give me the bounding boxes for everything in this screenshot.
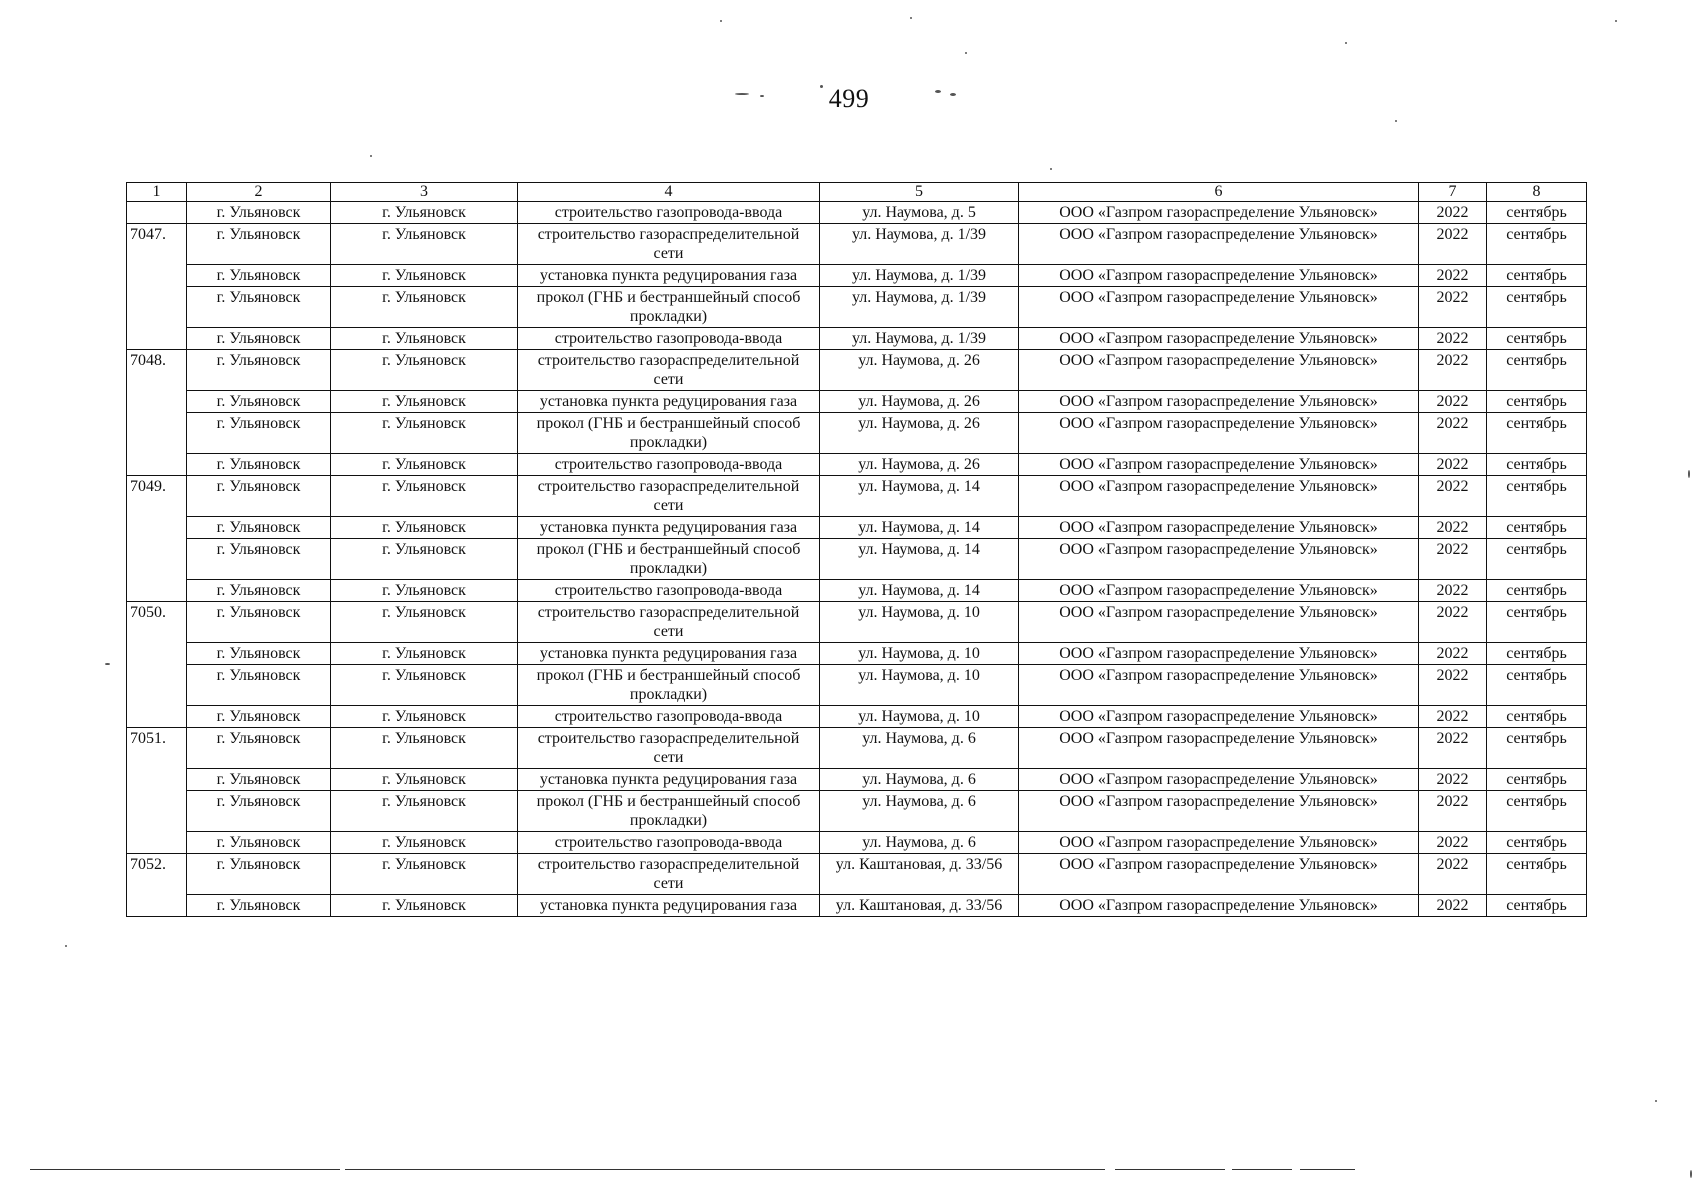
table-row [127, 328, 1587, 350]
city-cell: г. Ульяновск [187, 202, 331, 224]
district-cell: г. Ульяновск [331, 413, 518, 454]
organization-cell: ООО «Газпром газораспределение Ульяновск» [1019, 832, 1419, 854]
district-cell: г. Ульяновск [331, 728, 518, 769]
scan-speck [1688, 470, 1690, 478]
table-row [127, 476, 1587, 517]
item-number-cell [127, 517, 187, 539]
item-number-cell [127, 769, 187, 791]
scan-speck [760, 95, 764, 97]
month-cell: сентябрь [1487, 517, 1587, 539]
table-row [127, 706, 1587, 728]
table-row [127, 580, 1587, 602]
header-cell: 1 [127, 183, 187, 202]
work-type-cell: установка пункта редуцирования газа [518, 643, 820, 665]
district-cell: г. Ульяновск [331, 791, 518, 832]
scan-speck [950, 93, 956, 96]
item-number-cell [127, 265, 187, 287]
district-cell: г. Ульяновск [331, 539, 518, 580]
city-cell: г. Ульяновск [187, 854, 331, 895]
organization-cell: ООО «Газпром газораспределение Ульяновск» [1019, 580, 1419, 602]
organization-cell: ООО «Газпром газораспределение Ульяновск» [1019, 895, 1419, 917]
table-row [127, 287, 1587, 328]
address-cell: ул. Наумова, д. 1/39 [820, 328, 1019, 350]
table-row [127, 265, 1587, 287]
month-cell: сентябрь [1487, 895, 1587, 917]
table-row [127, 602, 1587, 643]
item-number-cell [127, 202, 187, 224]
item-number-cell [127, 706, 187, 728]
work-type-cell: строительство газораспределительной сети [518, 728, 820, 769]
year-cell: 2022 [1419, 265, 1487, 287]
month-cell: сентябрь [1487, 706, 1587, 728]
city-cell: г. Ульяновск [187, 791, 331, 832]
year-cell: 2022 [1419, 476, 1487, 517]
table-row [127, 350, 1587, 391]
table-row [127, 454, 1587, 476]
year-cell: 2022 [1419, 728, 1487, 769]
table-row [127, 728, 1587, 769]
work-type-cell: строительство газораспределительной сети [518, 854, 820, 895]
work-type-cell: установка пункта редуцирования газа [518, 265, 820, 287]
address-cell: ул. Наумова, д. 6 [820, 769, 1019, 791]
district-cell: г. Ульяновск [331, 580, 518, 602]
work-type-cell: строительство газопровода-ввода [518, 706, 820, 728]
city-cell: г. Ульяновск [187, 517, 331, 539]
district-cell: г. Ульяновск [331, 769, 518, 791]
item-number-cell [127, 580, 187, 602]
item-number-cell [127, 643, 187, 665]
year-cell: 2022 [1419, 539, 1487, 580]
city-cell: г. Ульяновск [187, 643, 331, 665]
work-type-cell: установка пункта редуцирования газа [518, 895, 820, 917]
district-cell: г. Ульяновск [331, 287, 518, 328]
year-cell: 2022 [1419, 769, 1487, 791]
organization-cell: ООО «Газпром газораспределение Ульяновск» [1019, 791, 1419, 832]
item-number-cell [127, 413, 187, 454]
organization-cell: ООО «Газпром газораспределение Ульяновск» [1019, 391, 1419, 413]
month-cell: сентябрь [1487, 643, 1587, 665]
organization-cell: ООО «Газпром газораспределение Ульяновск» [1019, 476, 1419, 517]
work-type-cell: прокол (ГНБ и бестраншейный способ прокладки) [518, 287, 820, 328]
scan-speck [105, 663, 110, 665]
city-cell: г. Ульяновск [187, 895, 331, 917]
address-cell: ул. Наумова, д. 26 [820, 454, 1019, 476]
scan-speck [1050, 168, 1052, 170]
organization-cell: ООО «Газпром газораспределение Ульяновск» [1019, 643, 1419, 665]
year-cell: 2022 [1419, 328, 1487, 350]
item-number-cell [127, 287, 187, 328]
item-number-cell [127, 665, 187, 706]
work-type-cell: строительство газораспределительной сети [518, 350, 820, 391]
work-type-cell: установка пункта редуцирования газа [518, 391, 820, 413]
scan-speck [910, 17, 912, 19]
city-cell: г. Ульяновск [187, 413, 331, 454]
scan-speck [65, 945, 67, 947]
work-type-cell: строительство газораспределительной сети [518, 602, 820, 643]
year-cell: 2022 [1419, 832, 1487, 854]
organization-cell: ООО «Газпром газораспределение Ульяновск» [1019, 854, 1419, 895]
address-cell: ул. Наумова, д. 26 [820, 413, 1019, 454]
item-number-cell [127, 454, 187, 476]
work-type-cell: строительство газопровода-ввода [518, 328, 820, 350]
district-cell: г. Ульяновск [331, 895, 518, 917]
city-cell: г. Ульяновск [187, 476, 331, 517]
organization-cell: ООО «Газпром газораспределение Ульяновск» [1019, 454, 1419, 476]
district-cell: г. Ульяновск [331, 454, 518, 476]
organization-cell: ООО «Газпром газораспределение Ульяновск» [1019, 665, 1419, 706]
city-cell: г. Ульяновск [187, 665, 331, 706]
address-cell: ул. Наумова, д. 14 [820, 517, 1019, 539]
organization-cell: ООО «Газпром газораспределение Ульяновск» [1019, 706, 1419, 728]
district-cell: г. Ульяновск [331, 350, 518, 391]
district-cell: г. Ульяновск [331, 202, 518, 224]
header-cell: 4 [518, 183, 820, 202]
district-cell: г. Ульяновск [331, 854, 518, 895]
header-cell: 2 [187, 183, 331, 202]
city-cell: г. Ульяновск [187, 769, 331, 791]
city-cell: г. Ульяновск [187, 580, 331, 602]
city-cell: г. Ульяновск [187, 265, 331, 287]
scan-speck [820, 85, 823, 88]
work-type-cell: строительство газораспределительной сети [518, 224, 820, 265]
city-cell: г. Ульяновск [187, 728, 331, 769]
scan-speck [1395, 120, 1397, 122]
address-cell: ул. Наумова, д. 5 [820, 202, 1019, 224]
item-number-cell: 7049. [127, 476, 187, 517]
table-body [127, 202, 1587, 917]
district-cell: г. Ульяновск [331, 328, 518, 350]
city-cell: г. Ульяновск [187, 350, 331, 391]
address-cell: ул. Каштановая, д. 33/56 [820, 895, 1019, 917]
organization-cell: ООО «Газпром газораспределение Ульяновск» [1019, 224, 1419, 265]
address-cell: ул. Наумова, д. 1/39 [820, 287, 1019, 328]
header-cell: 5 [820, 183, 1019, 202]
work-type-cell: установка пункта редуцирования газа [518, 769, 820, 791]
work-type-cell: строительство газопровода-ввода [518, 580, 820, 602]
city-cell: г. Ульяновск [187, 539, 331, 580]
item-number-cell [127, 791, 187, 832]
month-cell: сентябрь [1487, 350, 1587, 391]
year-cell: 2022 [1419, 706, 1487, 728]
work-type-cell: прокол (ГНБ и бестраншейный способ прокладки) [518, 413, 820, 454]
month-cell: сентябрь [1487, 791, 1587, 832]
work-type-cell: прокол (ГНБ и бестраншейный способ прокладки) [518, 791, 820, 832]
organization-cell: ООО «Газпром газораспределение Ульяновск» [1019, 265, 1419, 287]
scan-speck [1690, 1170, 1692, 1178]
address-cell: ул. Наумова, д. 6 [820, 791, 1019, 832]
table-row [127, 391, 1587, 413]
organization-cell: ООО «Газпром газораспределение Ульяновск» [1019, 517, 1419, 539]
year-cell: 2022 [1419, 454, 1487, 476]
month-cell: сентябрь [1487, 224, 1587, 265]
organization-cell: ООО «Газпром газораспределение Ульяновск» [1019, 413, 1419, 454]
month-cell: сентябрь [1487, 728, 1587, 769]
table-row [127, 413, 1587, 454]
address-cell: ул. Наумова, д. 10 [820, 665, 1019, 706]
address-cell: ул. Наумова, д. 14 [820, 580, 1019, 602]
item-number-cell: 7052. [127, 854, 187, 895]
year-cell: 2022 [1419, 287, 1487, 328]
city-cell: г. Ульяновск [187, 287, 331, 328]
address-cell: ул. Наумова, д. 6 [820, 832, 1019, 854]
year-cell: 2022 [1419, 413, 1487, 454]
item-number-cell: 7047. [127, 224, 187, 265]
scan-speck [1655, 1100, 1657, 1102]
scan-speck [370, 155, 372, 157]
scan-speck [720, 20, 722, 22]
work-schedule-table [126, 182, 1587, 917]
item-number-cell [127, 391, 187, 413]
work-type-cell: строительство газораспределительной сети [518, 476, 820, 517]
address-cell: ул. Наумова, д. 6 [820, 728, 1019, 769]
address-cell: ул. Наумова, д. 10 [820, 602, 1019, 643]
district-cell: г. Ульяновск [331, 832, 518, 854]
item-number-cell [127, 539, 187, 580]
item-number-cell: 7048. [127, 350, 187, 391]
year-cell: 2022 [1419, 517, 1487, 539]
organization-cell: ООО «Газпром газораспределение Ульяновск» [1019, 769, 1419, 791]
work-type-cell: строительство газопровода-ввода [518, 202, 820, 224]
header-cell: 8 [1487, 183, 1587, 202]
district-cell: г. Ульяновск [331, 643, 518, 665]
table-row [127, 769, 1587, 791]
city-cell: г. Ульяновск [187, 602, 331, 643]
year-cell: 2022 [1419, 895, 1487, 917]
scan-speck [935, 90, 941, 93]
month-cell: сентябрь [1487, 769, 1587, 791]
header-row [127, 183, 1587, 202]
bottom-rule [1115, 1169, 1225, 1170]
work-type-cell: строительство газопровода-ввода [518, 832, 820, 854]
item-number-cell: 7051. [127, 728, 187, 769]
city-cell: г. Ульяновск [187, 454, 331, 476]
year-cell: 2022 [1419, 391, 1487, 413]
scan-speck [965, 52, 967, 54]
table-row [127, 791, 1587, 832]
item-number-cell [127, 832, 187, 854]
address-cell: ул. Наумова, д. 26 [820, 391, 1019, 413]
year-cell: 2022 [1419, 602, 1487, 643]
scan-speck [735, 93, 749, 95]
district-cell: г. Ульяновск [331, 517, 518, 539]
address-cell: ул. Наумова, д. 10 [820, 643, 1019, 665]
city-cell: г. Ульяновск [187, 328, 331, 350]
year-cell: 2022 [1419, 224, 1487, 265]
bottom-rule [1300, 1169, 1355, 1170]
address-cell: ул. Наумова, д. 1/39 [820, 265, 1019, 287]
year-cell: 2022 [1419, 202, 1487, 224]
year-cell: 2022 [1419, 791, 1487, 832]
district-cell: г. Ульяновск [331, 224, 518, 265]
work-type-cell: установка пункта редуцирования газа [518, 517, 820, 539]
item-number-cell [127, 328, 187, 350]
organization-cell: ООО «Газпром газораспределение Ульяновск» [1019, 287, 1419, 328]
month-cell: сентябрь [1487, 580, 1587, 602]
district-cell: г. Ульяновск [331, 602, 518, 643]
district-cell: г. Ульяновск [331, 476, 518, 517]
organization-cell: ООО «Газпром газораспределение Ульяновск» [1019, 202, 1419, 224]
address-cell: ул. Наумова, д. 14 [820, 539, 1019, 580]
district-cell: г. Ульяновск [331, 391, 518, 413]
year-cell: 2022 [1419, 665, 1487, 706]
city-cell: г. Ульяновск [187, 832, 331, 854]
address-cell: ул. Наумова, д. 10 [820, 706, 1019, 728]
district-cell: г. Ульяновск [331, 706, 518, 728]
year-cell: 2022 [1419, 580, 1487, 602]
page-number: 499 [828, 84, 870, 113]
month-cell: сентябрь [1487, 328, 1587, 350]
scan-speck [1615, 20, 1617, 22]
bottom-rule [30, 1169, 340, 1170]
bottom-rule [1232, 1169, 1292, 1170]
organization-cell: ООО «Газпром газораспределение Ульяновск» [1019, 602, 1419, 643]
table-row [127, 665, 1587, 706]
month-cell: сентябрь [1487, 413, 1587, 454]
table-row [127, 202, 1587, 224]
month-cell: сентябрь [1487, 287, 1587, 328]
month-cell: сентябрь [1487, 665, 1587, 706]
table-row [127, 832, 1587, 854]
table-row [127, 224, 1587, 265]
organization-cell: ООО «Газпром газораспределение Ульяновск» [1019, 350, 1419, 391]
table-row [127, 643, 1587, 665]
table-row [127, 854, 1587, 895]
table-row [127, 517, 1587, 539]
table-row [127, 539, 1587, 580]
year-cell: 2022 [1419, 854, 1487, 895]
item-number-cell [127, 895, 187, 917]
month-cell: сентябрь [1487, 539, 1587, 580]
scan-speck [1345, 42, 1347, 44]
address-cell: ул. Наумова, д. 14 [820, 476, 1019, 517]
month-cell: сентябрь [1487, 854, 1587, 895]
header-cell: 6 [1019, 183, 1419, 202]
header-cell: 7 [1419, 183, 1487, 202]
organization-cell: ООО «Газпром газораспределение Ульяновск» [1019, 539, 1419, 580]
address-cell: ул. Наумова, д. 26 [820, 350, 1019, 391]
month-cell: сентябрь [1487, 602, 1587, 643]
work-type-cell: прокол (ГНБ и бестраншейный способ прокладки) [518, 665, 820, 706]
district-cell: г. Ульяновск [331, 265, 518, 287]
city-cell: г. Ульяновск [187, 224, 331, 265]
work-type-cell: строительство газопровода-ввода [518, 454, 820, 476]
address-cell: ул. Каштановая, д. 33/56 [820, 854, 1019, 895]
bottom-rule [345, 1169, 1105, 1170]
table-row [127, 895, 1587, 917]
year-cell: 2022 [1419, 350, 1487, 391]
item-number-cell: 7050. [127, 602, 187, 643]
month-cell: сентябрь [1487, 832, 1587, 854]
address-cell: ул. Наумова, д. 1/39 [820, 224, 1019, 265]
month-cell: сентябрь [1487, 265, 1587, 287]
month-cell: сентябрь [1487, 391, 1587, 413]
work-type-cell: прокол (ГНБ и бестраншейный способ прокладки) [518, 539, 820, 580]
month-cell: сентябрь [1487, 202, 1587, 224]
month-cell: сентябрь [1487, 454, 1587, 476]
district-cell: г. Ульяновск [331, 665, 518, 706]
header-cell: 3 [331, 183, 518, 202]
month-cell: сентябрь [1487, 476, 1587, 517]
organization-cell: ООО «Газпром газораспределение Ульяновск» [1019, 328, 1419, 350]
city-cell: г. Ульяновск [187, 391, 331, 413]
city-cell: г. Ульяновск [187, 706, 331, 728]
organization-cell: ООО «Газпром газораспределение Ульяновск» [1019, 728, 1419, 769]
year-cell: 2022 [1419, 643, 1487, 665]
